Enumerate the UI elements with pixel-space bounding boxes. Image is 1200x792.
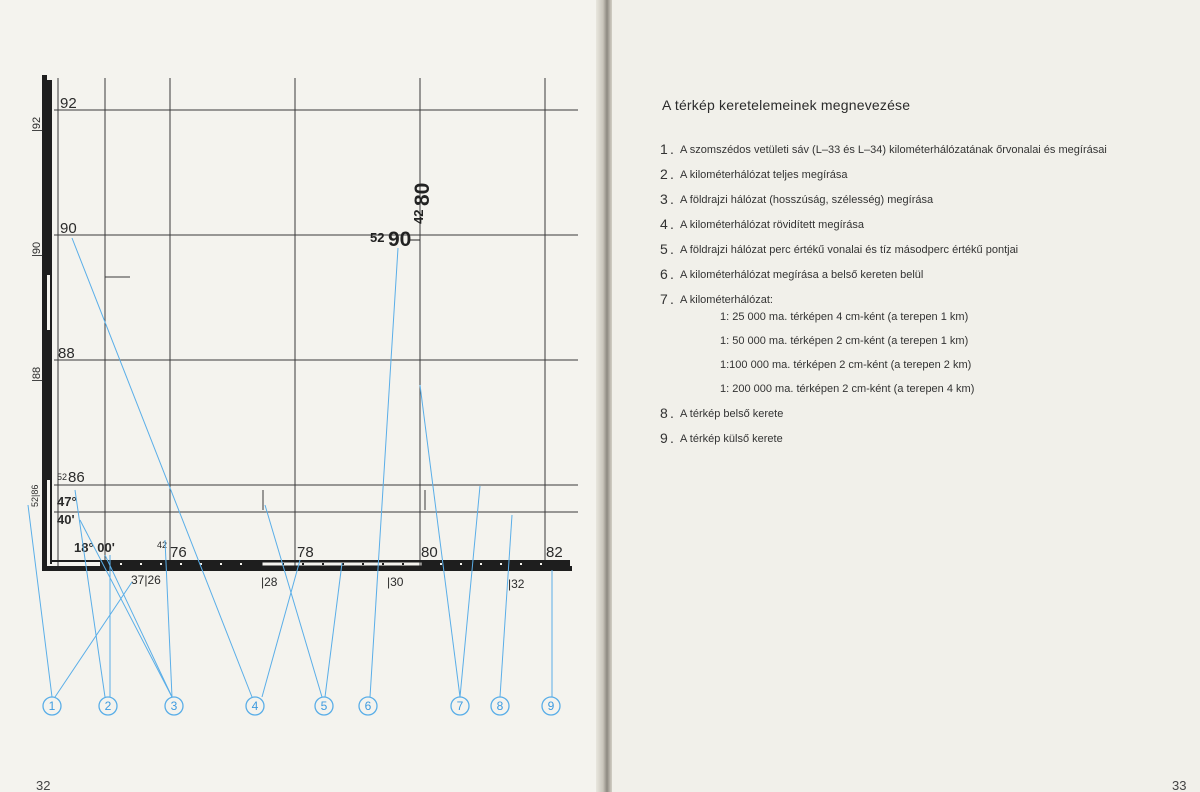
label-92: 92 xyxy=(60,95,77,112)
legend-item: 9 . A térkép külső kerete xyxy=(660,430,783,446)
legend-list xyxy=(660,142,1170,457)
legend-item-number: 3 xyxy=(660,191,668,207)
callout-number: 2 xyxy=(104,699,112,713)
full-label-h-prefix: 52 xyxy=(370,230,385,245)
legend-item-number: 5 xyxy=(660,241,668,257)
callout-number: 7 xyxy=(456,699,464,713)
label-lon: 18° 00' xyxy=(74,540,115,555)
outer-label-90: |90 xyxy=(31,241,43,257)
outer-frame-bottom xyxy=(42,566,572,571)
scale-item: 1: 25 000 ma. térképen 4 cm-ként (a terepen 1 km) xyxy=(720,311,969,323)
legend-item: 1 . A szomszédos vetületi sáv (L–33 és L–34) kilométerhálózatának őrvonalai és megírásai xyxy=(660,141,1107,157)
legend-item-number: 2 xyxy=(660,166,668,182)
outer-label-88: |88 xyxy=(31,366,43,382)
callout-number: 3 xyxy=(170,699,178,713)
inner-frame-left xyxy=(50,80,52,564)
legend-item-text: A térkép belső kerete xyxy=(680,408,784,420)
label-78: 78 xyxy=(297,544,314,561)
label-76-prefix: 42 xyxy=(157,540,168,550)
bottom-labels xyxy=(131,573,525,591)
page-number-left: 32 xyxy=(36,778,51,792)
legend-item-number: 6 xyxy=(660,266,668,282)
legend-item-text: A kilométerhálózat: xyxy=(680,294,773,306)
label-80: 80 xyxy=(421,544,438,561)
legend-item-text: A földrajzi hálózat perc értékű vonalai és tíz másodperc értékű pontjai xyxy=(680,244,1019,256)
legend-item-number: 4 xyxy=(660,216,668,232)
legend-item: 5 . A földrajzi hálózat perc értékű vonalai és tíz másodperc értékű pontjai xyxy=(660,241,1019,257)
scale-item: 1:100 000 ma. térképen 2 cm-ként (a terepen 2 km) xyxy=(720,359,972,371)
legend-item: 3 . A földrajzi hálózat (hosszúság, szélesség) megírása xyxy=(660,191,934,207)
scale-item: 1: 50 000 ma. térképen 2 cm-ként (a terepen 1 km) xyxy=(720,335,969,347)
callout-numbers xyxy=(49,699,555,713)
legend-item-text: A térkép külső kerete xyxy=(680,433,783,445)
scale-list xyxy=(680,310,1170,397)
legend-item-text: A kilométerhálózat rövidített megírása xyxy=(680,219,865,231)
callout-markers xyxy=(43,697,560,715)
full-km-labels xyxy=(370,183,434,251)
label-86: 86 xyxy=(68,469,85,486)
callout-number: 8 xyxy=(496,699,504,713)
outer-frame xyxy=(42,75,572,571)
ten-second-dots xyxy=(282,563,404,565)
bottom-label-28: |28 xyxy=(261,575,278,589)
label-lat-min: 40' xyxy=(57,512,75,527)
outer-label-92: |92 xyxy=(31,116,43,132)
full-label-v: 80 xyxy=(411,182,434,206)
legend-item: 2 . A kilométerhálózat teljes megírása xyxy=(660,166,848,182)
bottom-label-26: 37|26 xyxy=(131,573,161,587)
legend-item-number: 8 xyxy=(660,405,668,421)
callout-number: 1 xyxy=(48,699,56,713)
label-90: 90 xyxy=(60,220,77,237)
outer-frame-left xyxy=(42,75,47,570)
inner-labels xyxy=(57,95,563,561)
legend-item-text: A földrajzi hálózat (hosszúság, szélesség) megírása xyxy=(680,194,934,206)
legend-item-number: 7 xyxy=(660,291,668,307)
callout-number: 4 xyxy=(251,699,259,713)
callout-number: 6 xyxy=(364,699,372,713)
legend-item-text: A kilométerhálózat teljes megírása xyxy=(680,169,848,181)
callout-number: 5 xyxy=(320,699,328,713)
callout-lines xyxy=(28,238,552,697)
full-label-v-prefix: 42 xyxy=(411,209,426,224)
label-88: 88 xyxy=(58,345,75,362)
legend-title: A térkép keretelemeinek megnevezése xyxy=(662,97,911,113)
legend-item-number: 1 xyxy=(660,141,668,157)
outer-label-86: 52|86 xyxy=(30,484,40,507)
legend-item: 7 . A kilométerhálózat: 1: 25 000 ma. térképen 4 cm-ként (a terepen 1 km) 1: 50 000 ma. térképen 2 cm-ként (a terepen 1 km) 1:100 000 ma. térképen 2 cm-ként (a terepen 2 km) 1: 200 000 ma. térképen 2 cm-ként (a terepen 4 km) xyxy=(660,293,1170,397)
page-number-right: 33 xyxy=(1172,778,1187,792)
outer-left-labels xyxy=(30,117,43,507)
label-lat-deg: 47° xyxy=(57,494,77,509)
label-86-prefix: 52 xyxy=(57,472,68,482)
minute-bar xyxy=(47,80,570,566)
legend-item: 4 . A kilométerhálózat rövidített megírása xyxy=(660,216,865,232)
bottom-label-32: |32 xyxy=(508,577,525,591)
callout-number: 9 xyxy=(547,699,555,713)
legend-item-text: A kilométerhálózat megírása a belső kereten belül xyxy=(680,269,924,281)
label-76: 76 xyxy=(170,544,187,561)
label-82: 82 xyxy=(546,544,563,561)
legend-item-text: A szomszédos vetületi sáv (L–33 és L–34) kilométerhálózatának őrvonalai és megírásai xyxy=(680,144,1107,156)
legend-item: 8 . A térkép belső kerete xyxy=(660,405,784,421)
scale-item: 1: 200 000 ma. térképen 2 cm-ként (a terepen 4 km) xyxy=(720,383,975,395)
full-label-h: 90 xyxy=(388,228,412,251)
right-page xyxy=(612,0,1200,792)
legend-item-number: 9 xyxy=(660,430,668,446)
bottom-label-30: |30 xyxy=(387,575,404,589)
legend-item: 6 . A kilométerhálózat megírása a belső kereten belül xyxy=(660,266,924,282)
km-grid xyxy=(54,78,578,566)
